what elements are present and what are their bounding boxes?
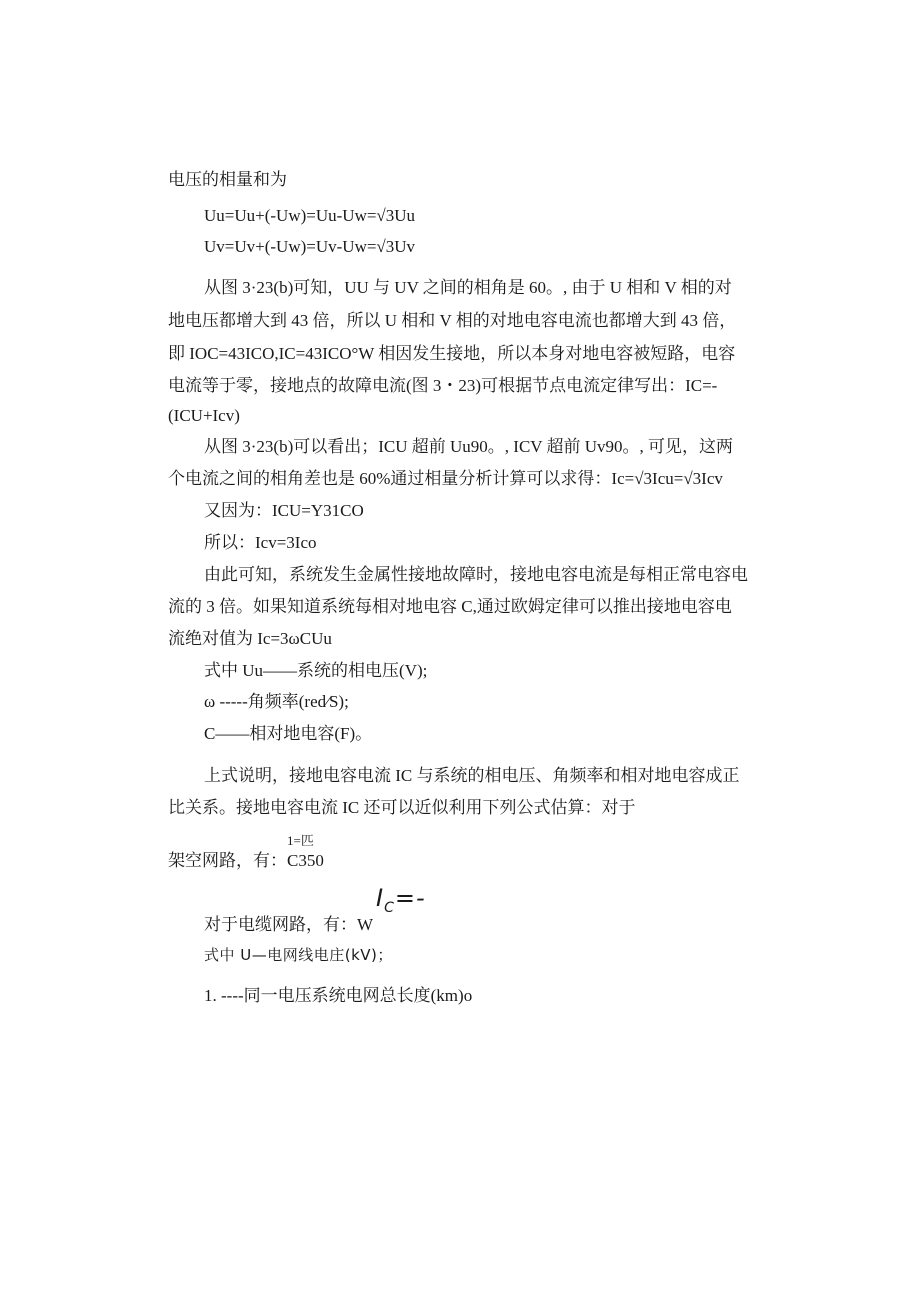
formula-line: Uv=Uv+(-Uw)=Uv-Uw=√3Uv (204, 237, 416, 256)
text-line: 从图 3·23(b)可知，UU 与 UV 之间的相角是 60。, 由于 U 相和 V 相的对 (204, 278, 732, 297)
formula-ic-symbol: I (376, 884, 385, 912)
text-line: 由此可知，系统发生金属性接地故障时，接地电容电流是每相正常电容电 (204, 565, 748, 584)
list-item: 1. ----同一电压系统电网总长度(km)o (204, 986, 473, 1005)
text-line: 式中 U—电网线电庄(kV)； (204, 946, 393, 964)
text-line: 电压的相量和为 (168, 170, 287, 189)
formula-ic (376, 884, 426, 916)
formula-ic-rest: =- (394, 884, 426, 912)
text-line: 上式说明，接地电容电流 IC 与系统的相电压、角频率和相对地电容成正 (204, 766, 740, 785)
text-line: ω -----角频率(red∕S); (204, 692, 349, 711)
text-line: 式中 Uu——系统的相电压(V); (204, 661, 428, 680)
text-line: 流的 3 倍。如果知道系统每相对地电容 C,通过欧姆定律可以推出接地电容电 (168, 597, 732, 616)
formula-line: Uu=Uu+(-Uw)=Uu-Uw=√3Uu (204, 206, 416, 225)
text-line: 从图 3·23(b)可以看出；ICU 超前 Uu90。, ICV 超前 Uv90。, 可见，这两 (204, 437, 734, 456)
text-line: 所以：Icv=3Ico (204, 533, 317, 552)
text-line: 个电流之间的相角差也是 60%通过相量分析计算可以求得：Ic=√3Icu=√3Icv (168, 469, 723, 488)
formula-fragment: 1=匹 (287, 833, 314, 848)
text-line: 架空网路，有：C350 (168, 851, 324, 870)
text-line: 电流等于零，接地点的故障电流(图 3・23)可根据节点电流定律写出：IC=- (168, 376, 718, 395)
text-line: 对于电缆网路，有：W (204, 915, 374, 934)
text-line: 地电压都增大到 43 倍，所以 U 相和 V 相的对地电容电流也都增大到 43 倍， (168, 311, 737, 330)
text-line: C——相对地电容(F)。 (204, 724, 373, 743)
text-line: (ICU+Icv) (168, 406, 240, 425)
text-line: 流绝对值为 Ic=3ωCUu (168, 629, 332, 648)
text-line: 即 IOC=43ICO,IC=43ICO°W 相因发生接地，所以本身对地电容被短路，电容 (168, 344, 736, 363)
text-line: 比关系。接地电容电流 IC 还可以近似利用下列公式估算：对于 (168, 798, 636, 817)
text-line: 又因为：ICU=Y31CO (204, 501, 364, 520)
formula-ic-subscript: C (384, 900, 395, 916)
